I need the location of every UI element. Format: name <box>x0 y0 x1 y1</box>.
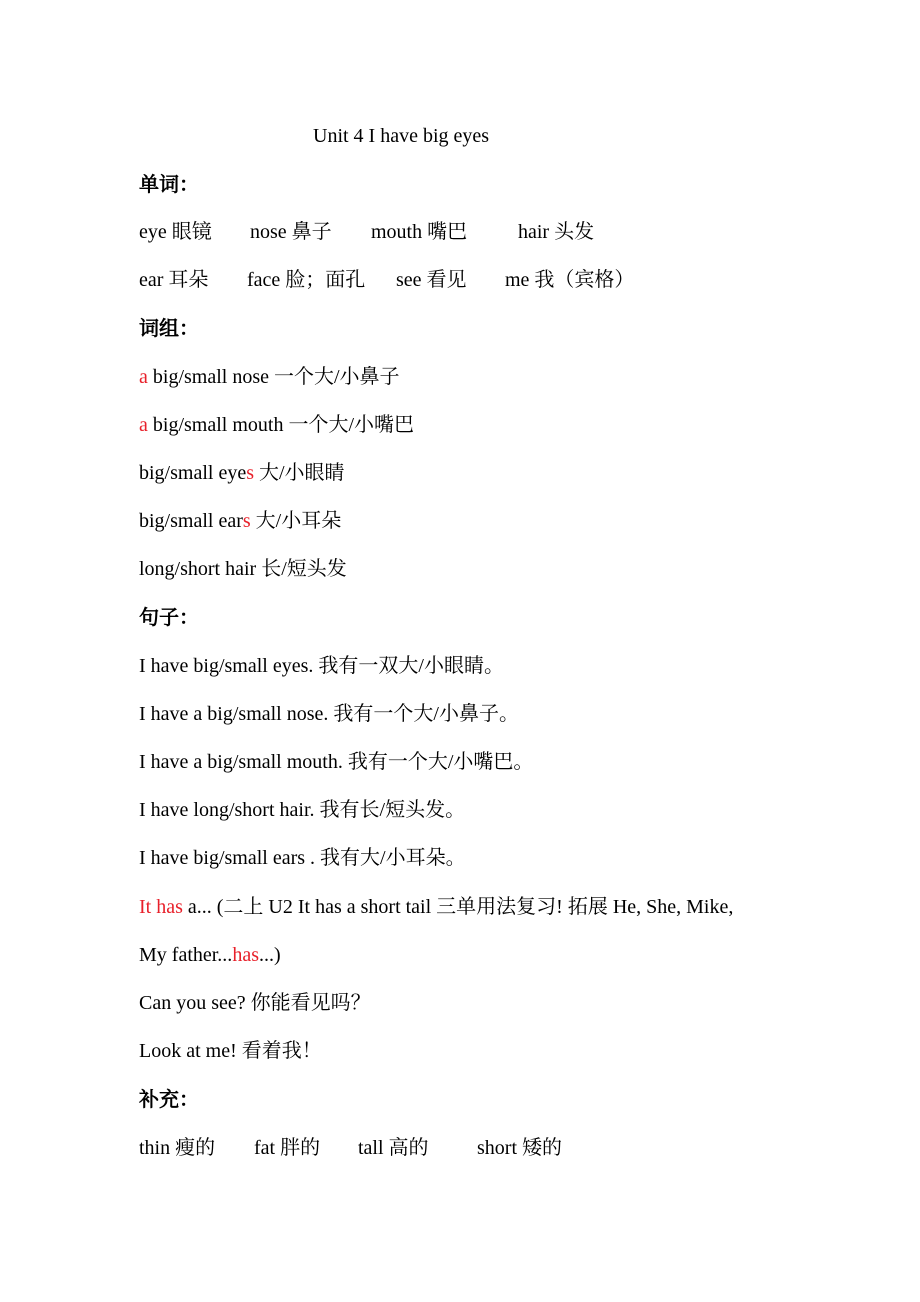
word-tall: tall 高的 <box>358 1137 429 1159</box>
it-has-red: It has <box>139 896 183 918</box>
phrase-text: big/small eye <box>139 462 247 484</box>
sentence-mouth: I have a big/small mouth. 我有一个大/小嘴巴。 <box>139 751 534 773</box>
word-fat: fat 胖的 <box>254 1137 321 1159</box>
phrase-text: long/short hair 长/短头发 <box>139 558 347 580</box>
sentence-look-at-me: Look at me! 看着我！ <box>139 1040 322 1062</box>
sentence-can-you-see: Can you see? 你能看见吗？ <box>139 992 371 1014</box>
word-mouth: mouth 嘴巴 <box>371 221 468 243</box>
words-row-2 <box>139 268 839 292</box>
word-me: me 我（宾格） <box>505 269 635 291</box>
word-thin: thin 瘦的 <box>139 1137 216 1159</box>
words-heading: 单词： <box>139 174 199 196</box>
article-a: a <box>139 366 148 388</box>
phrases-heading: 词组： <box>139 318 199 340</box>
it-has-text: ...) <box>258 944 281 966</box>
plural-s: s <box>246 462 254 484</box>
sentence-eyes: I have big/small eyes. 我有一双大/小眼睛。 <box>139 655 504 677</box>
phrase-text: big/small nose 一个大/小鼻子 <box>147 366 400 388</box>
sentence-hair: I have long/short hair. 我有长/短头发。 <box>139 799 466 821</box>
phrase-eyes <box>139 461 345 485</box>
word-nose: nose 鼻子 <box>250 221 332 243</box>
word-short: short 矮的 <box>477 1137 562 1159</box>
phrase-text: big/small ear <box>139 510 243 532</box>
it-has-text: a... (二上 U2 It has a short tail 三单用法复习! 拓展 He, She, Mike, <box>182 896 734 918</box>
words-row-1 <box>139 220 839 244</box>
phrase-hair <box>139 557 347 581</box>
has-red: has <box>232 944 259 966</box>
phrase-mouth <box>139 413 414 437</box>
page-title: Unit 4 I have big eyes <box>313 125 490 147</box>
word-ear: ear 耳朵 <box>139 269 209 291</box>
phrase-translation: 大/小眼睛 <box>254 462 345 484</box>
sentence-nose: I have a big/small nose. 我有一个大/小鼻子。 <box>139 703 519 725</box>
word-eye: eye 眼镜 <box>139 221 212 243</box>
word-hair: hair 头发 <box>518 221 595 243</box>
word-see: see 看见 <box>396 269 467 291</box>
phrase-translation: 大/小耳朵 <box>250 510 342 532</box>
it-has-line-2 <box>139 943 281 967</box>
article-a: a <box>139 414 148 436</box>
sentence-ears: I have big/small ears . 我有大/小耳朵。 <box>139 847 466 869</box>
phrase-nose <box>139 365 400 389</box>
extra-row <box>139 1136 839 1160</box>
it-has-text: My father... <box>139 944 233 966</box>
extra-heading: 补充： <box>139 1089 199 1111</box>
phrase-text: big/small mouth 一个大/小嘴巴 <box>147 414 415 436</box>
it-has-line-1 <box>139 895 733 919</box>
word-face: face 脸；面孔 <box>247 269 366 291</box>
phrase-ears <box>139 509 341 533</box>
sentences-heading: 句子： <box>139 607 199 629</box>
plural-s: s <box>242 510 251 532</box>
